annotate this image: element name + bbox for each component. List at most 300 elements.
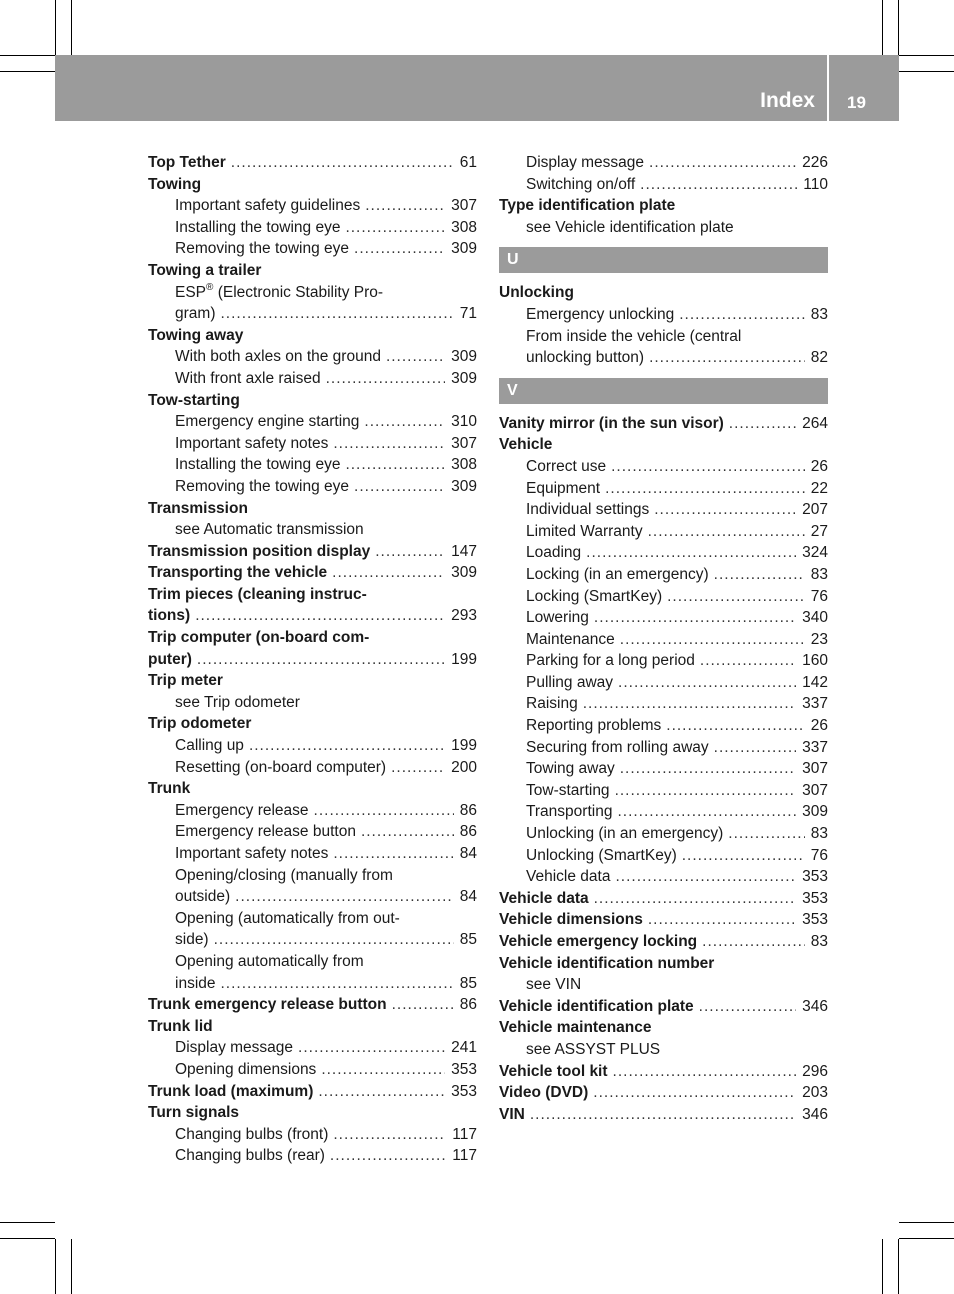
entry-text: see Automatic transmission xyxy=(175,521,364,539)
entry-text: Vehicle identification plate xyxy=(499,997,694,1015)
index-subentry xyxy=(499,478,828,500)
entry-text: Switching on/off xyxy=(526,175,636,193)
entry-text: Display message xyxy=(526,154,645,171)
registered-mark: ® xyxy=(206,281,214,293)
index-entry xyxy=(148,325,477,347)
crop-mark xyxy=(898,0,899,55)
entry-text: unlocking button) xyxy=(526,349,645,367)
entry-text: From inside the vehicle (central xyxy=(526,327,742,345)
page-reference: 353 xyxy=(451,1060,477,1078)
index-subentry xyxy=(148,1037,477,1059)
page-reference: 200 xyxy=(451,758,477,776)
dot-leader xyxy=(615,780,797,802)
crop-mark xyxy=(882,0,883,55)
dot-leader xyxy=(714,564,805,586)
dot-leader xyxy=(235,886,454,908)
dot-leader xyxy=(345,454,445,476)
entry-text: Trunk xyxy=(148,780,191,798)
index-subentry xyxy=(148,1059,477,1081)
index-column-right xyxy=(499,152,828,1125)
page-reference: 296 xyxy=(802,1062,828,1080)
index-entry xyxy=(499,1104,828,1126)
entry-text: inside xyxy=(175,974,216,992)
page-reference: 324 xyxy=(802,544,828,562)
entry-text: Vehicle tool kit xyxy=(499,1062,608,1080)
entry-text: Vehicle identification number xyxy=(499,954,715,972)
dot-leader xyxy=(649,152,796,174)
page-reference: 308 xyxy=(451,218,477,236)
dot-leader xyxy=(648,521,805,543)
crop-mark xyxy=(899,1238,954,1239)
index-subentry xyxy=(499,1039,828,1061)
dot-leader xyxy=(666,715,804,737)
entry-text: Turn signals xyxy=(148,1104,240,1122)
entry-text: Tow-starting xyxy=(526,781,610,799)
dot-leader xyxy=(700,650,796,672)
index-subentry xyxy=(499,326,828,348)
index-subentry xyxy=(499,564,828,586)
page-reference: 147 xyxy=(451,542,477,560)
index-entry xyxy=(148,994,477,1016)
index-subentry xyxy=(148,411,477,433)
entry-text: Important safety notes xyxy=(175,845,329,862)
crop-mark xyxy=(882,1239,883,1294)
page-reference: 309 xyxy=(451,369,477,387)
entry-text: Type identification plate xyxy=(499,197,676,215)
crop-mark xyxy=(55,0,56,55)
index-subentry xyxy=(499,737,828,759)
page-reference: 22 xyxy=(810,479,828,497)
page-reference: 203 xyxy=(802,1084,828,1102)
index-subentry xyxy=(499,152,828,174)
index-subentry xyxy=(499,866,828,888)
index-subentry xyxy=(148,368,477,390)
page-reference: 337 xyxy=(802,695,828,713)
dot-leader xyxy=(594,888,797,910)
dot-leader xyxy=(714,737,796,759)
crop-mark xyxy=(0,1238,55,1239)
dot-leader xyxy=(195,605,445,627)
index-entry xyxy=(148,627,477,649)
dot-leader xyxy=(321,1059,445,1081)
index-subentry xyxy=(499,629,828,651)
entry-text: Transporting xyxy=(526,803,613,821)
dot-leader xyxy=(605,478,805,500)
index-entry xyxy=(148,1102,477,1124)
index-subentry xyxy=(148,282,477,304)
entry-text: Vehicle data xyxy=(499,889,589,907)
page-reference: 309 xyxy=(451,477,477,495)
page-reference: 307 xyxy=(451,434,477,452)
entry-text: Opening automatically from xyxy=(175,952,364,970)
dot-leader xyxy=(620,629,805,651)
index-subentry xyxy=(499,650,828,672)
entry-text: With front axle raised xyxy=(175,369,321,387)
entry-text: Securing from rolling away xyxy=(526,738,709,756)
index-entry xyxy=(148,498,477,520)
index-subentry xyxy=(148,735,477,757)
entry-text: Emergency unlocking xyxy=(526,305,675,323)
dot-leader xyxy=(530,1104,796,1126)
entry-text: Trim pieces (cleaning instruc- xyxy=(148,585,367,603)
entry-text: Trunk load (maximum) xyxy=(148,1082,314,1100)
page-reference: 353 xyxy=(451,1082,477,1100)
entry-text: Towing away xyxy=(526,760,615,778)
index-subentry xyxy=(499,456,828,478)
page-reference: 61 xyxy=(459,154,477,171)
dot-leader xyxy=(249,735,445,757)
dot-leader xyxy=(654,499,796,521)
index-subentry xyxy=(499,607,828,629)
entry-text: With both axles on the ground xyxy=(175,348,381,366)
dot-leader xyxy=(586,542,796,564)
crop-mark xyxy=(899,71,954,72)
crop-mark xyxy=(0,71,55,72)
dot-leader xyxy=(640,174,797,196)
dot-leader xyxy=(649,347,805,369)
page-reference: 84 xyxy=(459,888,477,906)
dot-leader xyxy=(298,1037,445,1059)
dot-leader xyxy=(679,304,805,326)
index-entry xyxy=(499,909,828,931)
page-reference: 207 xyxy=(802,501,828,519)
page-reference: 27 xyxy=(810,522,828,540)
entry-text: Changing bulbs (front) xyxy=(175,1125,329,1143)
entry-text: Loading xyxy=(526,544,582,562)
page-reference: 309 xyxy=(451,564,477,582)
dot-leader xyxy=(214,929,454,951)
entry-text: Towing xyxy=(148,175,202,193)
entry-text: see Vehicle identification plate xyxy=(526,218,734,236)
page-reference: 86 xyxy=(459,801,477,819)
index-subentry xyxy=(148,886,477,908)
index-subentry xyxy=(499,586,828,608)
entry-text: Trunk emergency release button xyxy=(148,996,387,1014)
dot-leader xyxy=(345,217,445,239)
page-reference: 309 xyxy=(451,348,477,366)
index-entry xyxy=(499,888,828,910)
index-entry xyxy=(499,282,828,304)
index-subentry xyxy=(499,715,828,737)
dot-leader xyxy=(702,931,805,953)
index-subentry xyxy=(148,757,477,779)
index-entry xyxy=(499,996,828,1018)
dot-leader xyxy=(583,693,796,715)
index-subentry xyxy=(499,801,828,823)
crop-mark xyxy=(71,0,72,55)
page-reference: 293 xyxy=(451,607,477,625)
crop-mark xyxy=(55,1239,56,1294)
page-header-bar xyxy=(55,55,899,121)
index-subentry xyxy=(148,843,477,865)
index-subentry xyxy=(148,973,477,995)
index-entry xyxy=(148,562,477,584)
index-subentry xyxy=(148,929,477,951)
entry-text: Changing bulbs (rear) xyxy=(175,1147,325,1165)
page-reference: 86 xyxy=(459,823,477,841)
entry-text: Installing the towing eye xyxy=(175,218,341,236)
index-subentry xyxy=(499,672,828,694)
dot-leader xyxy=(667,586,805,608)
index-subentry xyxy=(499,780,828,802)
dot-leader xyxy=(593,1082,796,1104)
dot-leader xyxy=(220,303,453,325)
index-subentry xyxy=(148,217,477,239)
index-entry xyxy=(148,1016,477,1038)
page-reference: 76 xyxy=(810,846,828,864)
dot-leader xyxy=(330,1145,446,1167)
entry-text: Locking (in an emergency) xyxy=(526,565,709,583)
index-subentry xyxy=(499,521,828,543)
page-reference: 353 xyxy=(802,911,828,929)
page-reference: 23 xyxy=(810,630,828,648)
page-reference: 71 xyxy=(459,305,477,323)
entry-text: Maintenance xyxy=(526,630,615,648)
entry-text: Calling up xyxy=(175,737,244,755)
index-subentry xyxy=(499,217,828,239)
entry-text: Tow-starting xyxy=(148,391,240,409)
dot-leader xyxy=(391,757,445,779)
index-subentry xyxy=(148,195,477,217)
page-reference: 309 xyxy=(802,803,828,821)
entry-text: Equipment xyxy=(526,479,601,497)
index-subentry xyxy=(499,758,828,780)
page-reference: 85 xyxy=(459,931,477,949)
page-reference: 264 xyxy=(802,414,828,432)
index-entry xyxy=(499,931,828,953)
page-reference: 110 xyxy=(803,175,828,193)
page-reference: 86 xyxy=(459,996,477,1014)
entry-text: Top Tether xyxy=(148,154,226,171)
entry-text: Vanity mirror (in the sun visor) xyxy=(499,414,724,432)
page-reference: 310 xyxy=(451,413,477,431)
page-number: 19 xyxy=(847,93,866,112)
entry-text: Opening/closing (manually from xyxy=(175,866,393,884)
entry-text: puter) xyxy=(148,650,192,668)
entry-text: Vehicle xyxy=(499,436,553,454)
index-entry xyxy=(148,584,477,606)
entry-text: Trip meter xyxy=(148,672,223,690)
dot-leader xyxy=(333,843,453,865)
page-reference: 337 xyxy=(802,738,828,756)
entry-text: Vehicle maintenance xyxy=(499,1019,652,1037)
dot-leader xyxy=(197,649,445,671)
entry-text: Correct use xyxy=(526,457,607,475)
page-reference: 26 xyxy=(810,457,828,475)
index-subentry xyxy=(499,347,828,369)
dot-leader xyxy=(386,346,445,368)
index-subentry xyxy=(499,304,828,326)
entry-text: Installing the towing eye xyxy=(175,456,341,474)
entry-text: Vehicle emergency locking xyxy=(499,933,698,950)
entry-text: Emergency release xyxy=(175,801,309,819)
page-reference: 26 xyxy=(810,717,828,735)
entry-text: Opening dimensions xyxy=(175,1060,317,1078)
entry-text: Emergency engine starting xyxy=(175,413,360,431)
index-subentry xyxy=(499,823,828,845)
page-reference: 83 xyxy=(810,825,828,843)
index-entry xyxy=(148,670,477,692)
entry-text: Locking (SmartKey) xyxy=(526,587,663,605)
index-subentry xyxy=(148,1145,477,1167)
dot-leader xyxy=(620,758,796,780)
index-subentry xyxy=(148,951,477,973)
index-entry xyxy=(499,434,828,456)
dot-leader xyxy=(314,800,454,822)
index-column-left xyxy=(148,152,477,1167)
index-subentry xyxy=(148,821,477,843)
entry-text: Trip computer (on-board com- xyxy=(148,629,370,647)
section-letter-v: V xyxy=(499,378,828,404)
crop-mark xyxy=(899,55,954,56)
page-reference: 199 xyxy=(451,737,477,755)
page-reference: 142 xyxy=(802,673,828,691)
section-letter-u: U xyxy=(499,247,828,273)
index-entry xyxy=(148,152,477,174)
page-reference: 346 xyxy=(802,997,828,1015)
dot-leader xyxy=(611,456,805,478)
entry-text: Raising xyxy=(526,695,578,713)
entry-text: Vehicle data xyxy=(526,868,611,886)
dot-leader xyxy=(613,1061,797,1083)
dot-leader xyxy=(728,823,804,845)
page-reference: 307 xyxy=(802,781,828,799)
entry-text: gram) xyxy=(175,305,216,323)
entry-text: Trip odometer xyxy=(148,715,252,733)
page-reference: 241 xyxy=(451,1039,477,1057)
index-subentry xyxy=(148,800,477,822)
dot-leader xyxy=(361,821,454,843)
index-subentry xyxy=(148,454,477,476)
index-entry xyxy=(148,174,477,196)
index-entry xyxy=(499,1082,828,1104)
entry-text: Unlocking (SmartKey) xyxy=(526,846,677,864)
index-entry xyxy=(148,605,477,627)
index-entry xyxy=(148,713,477,735)
dot-leader xyxy=(682,845,805,867)
entry-text: Removing the towing eye xyxy=(175,477,350,495)
index-subentry xyxy=(148,865,477,887)
entry-text: Transmission position display xyxy=(148,542,371,560)
page-title: Index xyxy=(760,89,815,112)
index-entry xyxy=(499,953,828,975)
entry-text: see Trip odometer xyxy=(175,693,300,711)
dot-leader xyxy=(618,672,796,694)
entry-text: Individual settings xyxy=(526,501,650,519)
dot-leader xyxy=(594,607,796,629)
entry-text: Removing the towing eye xyxy=(175,240,350,258)
index-entry xyxy=(148,778,477,800)
dot-leader xyxy=(332,562,445,584)
entry-text: Trunk lid xyxy=(148,1017,213,1035)
page-reference: 85 xyxy=(459,974,477,992)
entry-text: Limited Warranty xyxy=(526,522,643,540)
page-reference: 308 xyxy=(451,456,477,474)
page-reference: 82 xyxy=(810,349,828,367)
page-reference: 83 xyxy=(810,933,828,950)
crop-mark xyxy=(898,1239,899,1294)
index-subentry xyxy=(499,499,828,521)
entry-text: Towing away xyxy=(148,326,244,344)
entry-text: Lowering xyxy=(526,609,589,627)
index-subentry xyxy=(148,519,477,541)
index-subentry xyxy=(499,542,828,564)
page-reference: 226 xyxy=(802,154,828,171)
index-subentry xyxy=(148,908,477,930)
page-reference: 160 xyxy=(802,652,828,670)
entry-text: Vehicle dimensions xyxy=(499,911,643,929)
page-reference: 353 xyxy=(802,889,828,907)
entry-text: Video (DVD) xyxy=(499,1084,589,1102)
index-entry xyxy=(148,390,477,412)
entry-text: VIN xyxy=(499,1105,525,1123)
dot-leader xyxy=(364,411,445,433)
dot-leader xyxy=(231,152,454,174)
index-entry xyxy=(499,1061,828,1083)
page-reference: 83 xyxy=(810,305,828,323)
index-subentry xyxy=(148,476,477,498)
page-reference: 117 xyxy=(452,1147,477,1165)
index-entry xyxy=(148,1081,477,1103)
index-entry xyxy=(499,413,828,435)
index-subentry xyxy=(148,346,477,368)
index-subentry xyxy=(148,692,477,714)
header-divider xyxy=(827,55,829,121)
entry-text: Unlocking xyxy=(499,284,574,302)
index-entry xyxy=(148,541,477,563)
index-subentry xyxy=(499,845,828,867)
entry-text: Unlocking (in an emergency) xyxy=(526,825,724,843)
index-subentry xyxy=(499,693,828,715)
dot-leader xyxy=(354,476,445,498)
page-reference: 353 xyxy=(802,868,828,886)
entry-text: outside) xyxy=(175,888,231,906)
page-reference: 340 xyxy=(802,609,828,627)
crop-mark xyxy=(0,55,55,56)
index-subentry xyxy=(148,1124,477,1146)
index-subentry xyxy=(148,303,477,325)
entry-text: Resetting (on-board computer) xyxy=(175,758,387,776)
dot-leader xyxy=(326,368,446,390)
entry-text: Opening (automatically from out- xyxy=(175,909,400,927)
dot-leader xyxy=(729,413,796,435)
page-reference: 346 xyxy=(802,1105,828,1123)
index-subentry xyxy=(499,174,828,196)
dot-leader xyxy=(221,973,454,995)
crop-mark xyxy=(0,1222,55,1223)
page-reference: 84 xyxy=(459,845,477,862)
page-reference: 199 xyxy=(451,650,477,668)
index-subentry xyxy=(148,433,477,455)
entry-text: Towing a trailer xyxy=(148,261,262,279)
dot-leader xyxy=(392,994,454,1016)
index-subentry xyxy=(499,974,828,996)
index-entry xyxy=(499,195,828,217)
crop-mark xyxy=(899,1222,954,1223)
entry-text: side) xyxy=(175,931,209,949)
entry-text: Transmission xyxy=(148,499,248,517)
page-reference: 309 xyxy=(451,240,477,258)
entry-text: Pulling away xyxy=(526,673,614,691)
dot-leader xyxy=(365,195,445,217)
entry-text: Parking for a long period xyxy=(526,652,695,670)
page-reference: 307 xyxy=(802,760,828,778)
dot-leader xyxy=(318,1081,445,1103)
entry-text: Reporting problems xyxy=(526,717,662,735)
dot-leader xyxy=(375,541,445,563)
entry-text: Important safety notes xyxy=(175,434,329,452)
entry-text: tions) xyxy=(148,607,191,625)
